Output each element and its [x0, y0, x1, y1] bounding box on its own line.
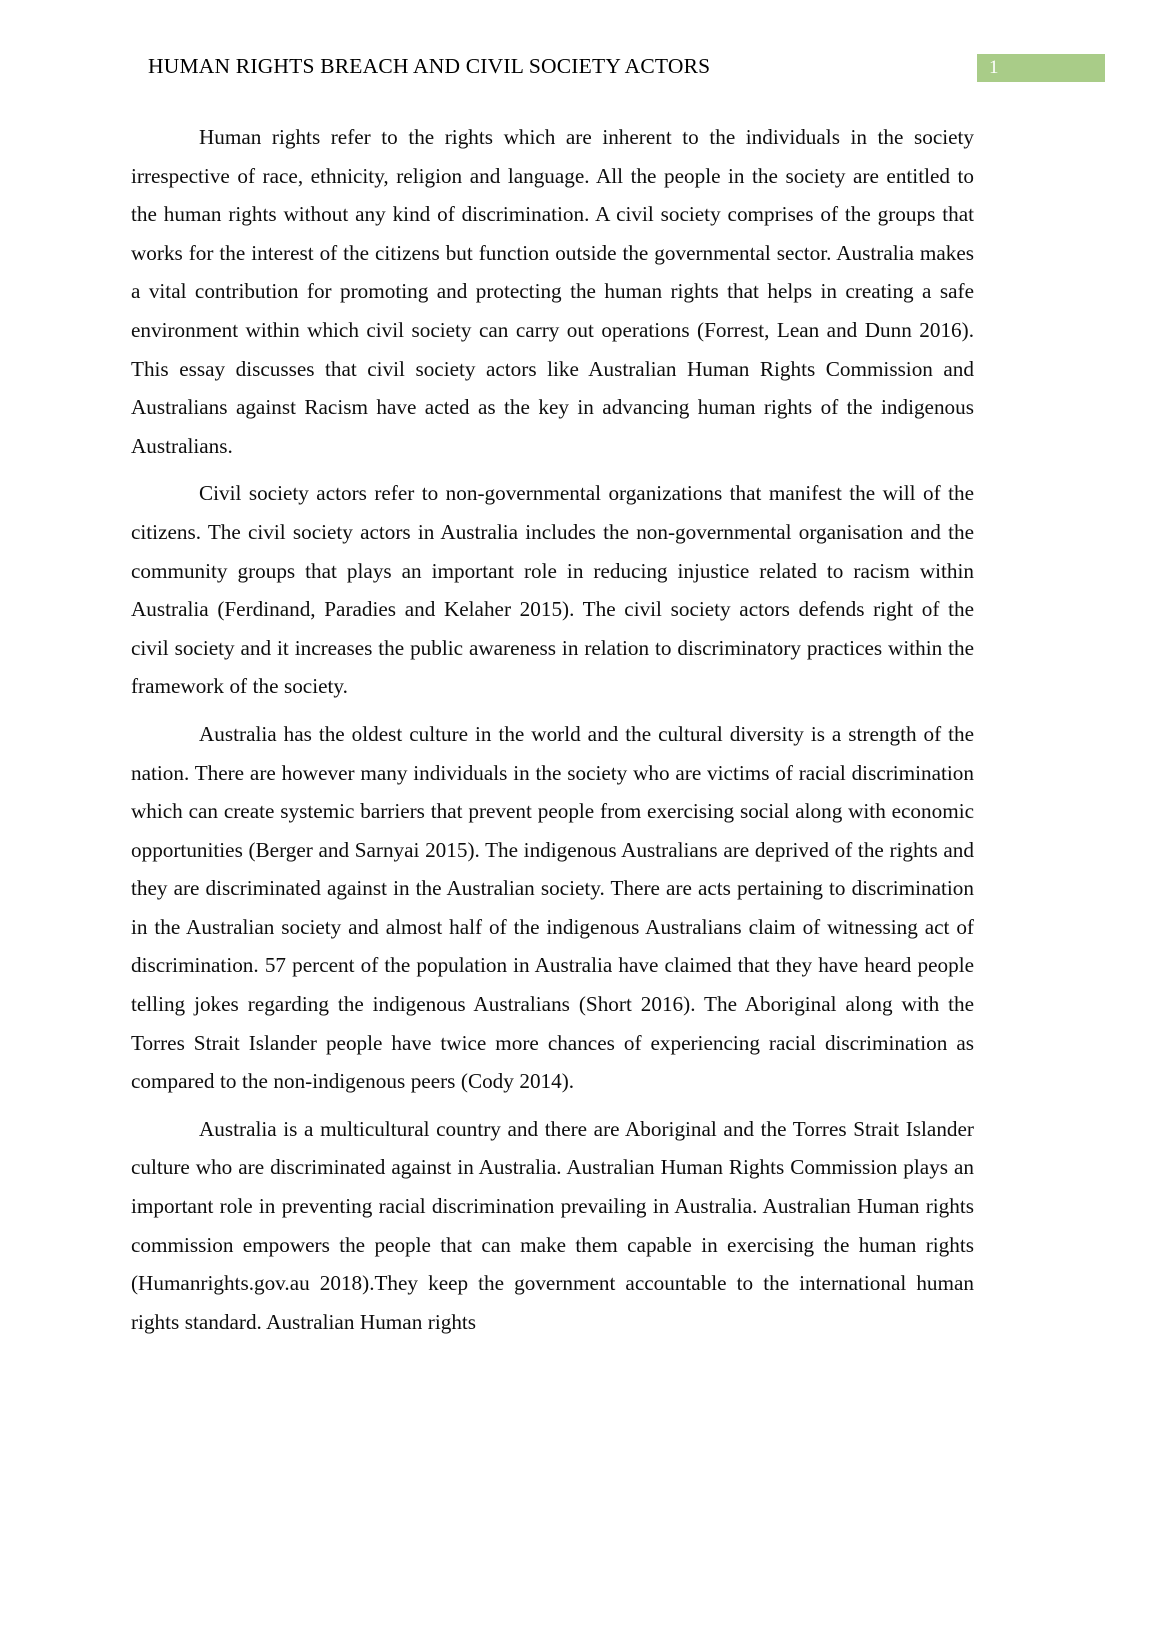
body-paragraph: Australia has the oldest culture in the world and the cultural diversity is a strength of the nation. There are however many individuals in the society who are victims of racial discrimination which can create systemic barriers that prevent people from exercising social along with economic opportunities (Berger and Sarnyai 2015). The indigenous Australians are deprived of the rights and they are discriminated against in the Australian society. There are acts pertaining to discrimination in the Australian society and almost half of the indigenous Australians claim of witnessing act of discrimination. 57 percent of the population in Australia have claimed that they have heard people telling jokes regarding the indigenous Australians (Short 2016). The Aboriginal along with the Torres Strait Islander people have twice more chances of experiencing racial discrimination as compared to the non-indigenous peers (Cody 2014).: [131, 721, 974, 1094]
page-number-badge: [977, 54, 1105, 82]
running-header-title: HUMAN RIGHTS BREACH AND CIVIL SOCIETY ACTORS: [148, 54, 711, 78]
body-paragraph: Human rights refer to the rights which are inherent to the individuals in the society irrespective of race, ethnicity, religion and language. All the people in the society are entitled to the human rights without any kind of discrimination. A civil society comprises of the groups that works for the interest of the citizens but function outside the governmental sector. Australia makes a vital contribution for promoting and protecting the human rights that helps in creating a safe environment within which civil society can carry out operations (Forrest, Lean and Dunn 2016). This essay discusses that civil society actors like Australian Human Rights Commission and Australians against Racism have acted as the key in advancing human rights of the indigenous Australians.: [131, 125, 974, 458]
document-body: [131, 118, 974, 1341]
body-paragraph: Australia is a multicultural country and there are Aboriginal and the Torres Strait Islander culture who are discriminated against in Australia. Australian Human Rights Commission plays an important role in preventing racial discrimination prevailing in Australia. Australian Human rights commission empowers the people that can make them capable in exercising the human rights (Humanrights.gov.au 2018).They keep the government accountable to the international human rights standard. Australian Human rights: [131, 1116, 974, 1334]
page-number-label: 1: [989, 57, 999, 78]
page-header: [0, 0, 1158, 100]
body-paragraph: Civil society actors refer to non-governmental organizations that manifest the will of the citizens. The civil society actors in Australia includes the non-governmental organisation and the community groups that plays an important role in reducing injustice related to racism within Australia (Ferdinand, Paradies and Kelaher 2015). The civil society actors defends right of the civil society and it increases the public awareness in relation to discriminatory practices within the framework of the society.: [131, 481, 974, 699]
